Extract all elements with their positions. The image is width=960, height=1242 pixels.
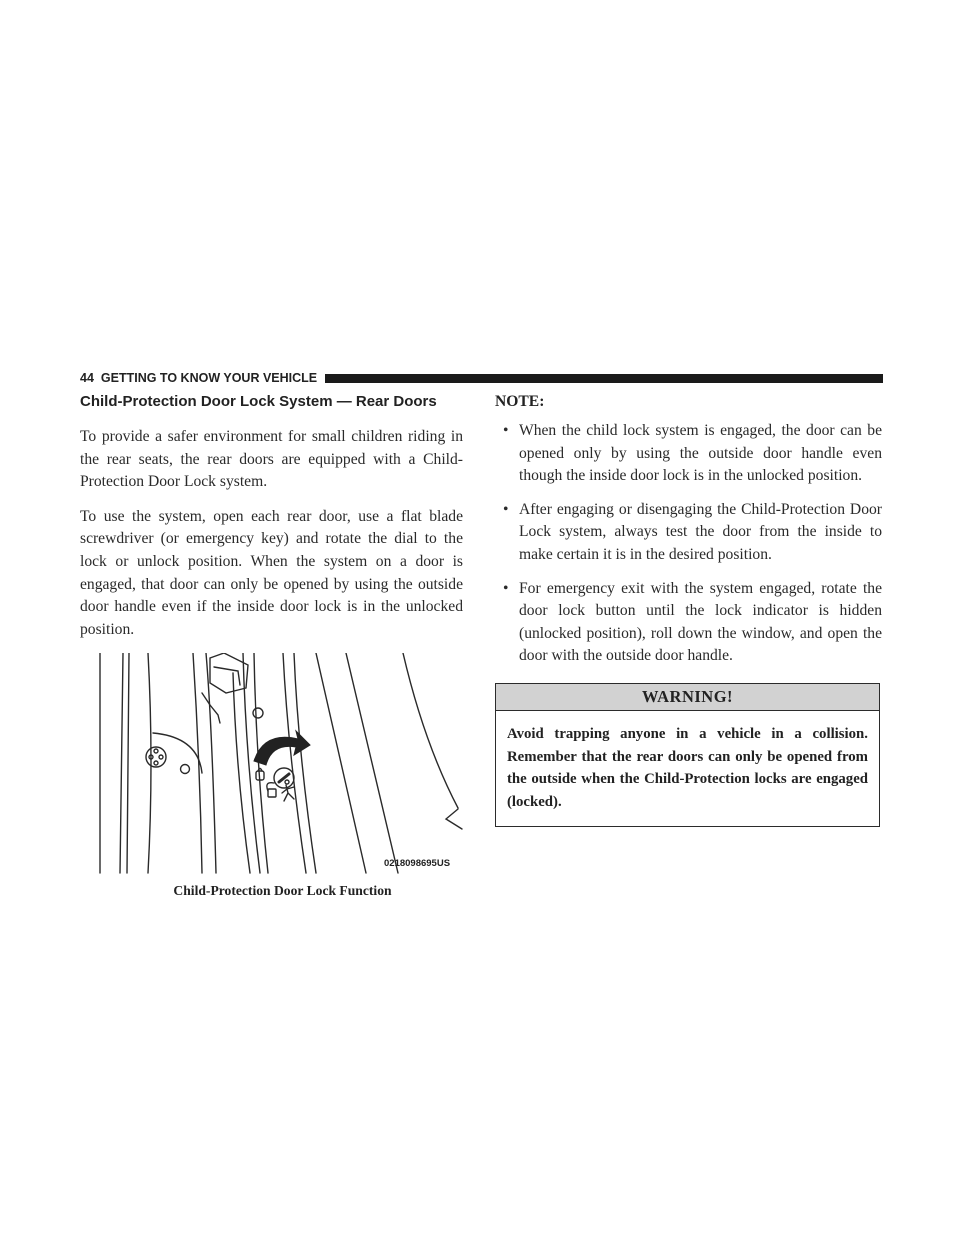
running-title: GETTING TO KNOW YOUR VEHICLE: [100, 371, 318, 385]
note-title: NOTE:: [495, 393, 545, 410]
figure-code: 0218098695US: [384, 858, 451, 870]
usage-paragraph: To use the system, open each rear door, use a flat blade screwdriver (or emergency key) and rotate the dial to the lock or unlock position. When the system on a door is engaged, that door can only be opened by using the outside door handle even if the inside door lock is in the unlocked position.: [80, 507, 463, 638]
warning-box: [495, 683, 880, 827]
door-lock-illustration: [98, 653, 463, 879]
figure-caption: Child-Protection Door Lock Function: [173, 883, 392, 899]
intro-paragraph: To provide a safer environment for small children riding in the rear seats, the rear doors are equipped with a Child-Protection Door Lock system.: [80, 428, 463, 491]
list-item: [495, 420, 882, 488]
list-item: [495, 578, 882, 668]
list-item: [495, 499, 882, 567]
header-rule: [325, 374, 883, 383]
right-column: [495, 393, 882, 827]
note-list: [495, 420, 882, 668]
bullet: •: [503, 500, 509, 518]
bullet: •: [503, 422, 509, 439]
warning-text: Avoid trapping anyone in a vehicle in a collision. Remember that the rear doors can only be opened from the outside when the Child-Protection locks are engaged (locked).: [507, 725, 868, 810]
note-text: After engaging or disengaging the Child-Protection Door Lock system, always test the door from the inside to make certain it is in the desired position.: [519, 500, 882, 563]
left-column: [80, 393, 463, 899]
note-text: When the child lock system is engaged, the door can be opened only by using the outside door handle even though the inside door lock is in the unlocked position.: [519, 422, 882, 485]
bullet: •: [503, 579, 509, 597]
warning-title: WARNING!: [496, 684, 879, 711]
note-text: For emergency exit with the system engaged, rotate the door lock button until the lock indicator is hidden (unlocked position), roll down the window, and open the door with the outside door handle.: [519, 579, 882, 665]
section-title: Child-Protection Door Lock System — Rear Doors: [80, 393, 437, 410]
page-number: 44: [80, 371, 94, 385]
door-lock-figure: [80, 653, 463, 899]
page-header: [80, 368, 883, 388]
